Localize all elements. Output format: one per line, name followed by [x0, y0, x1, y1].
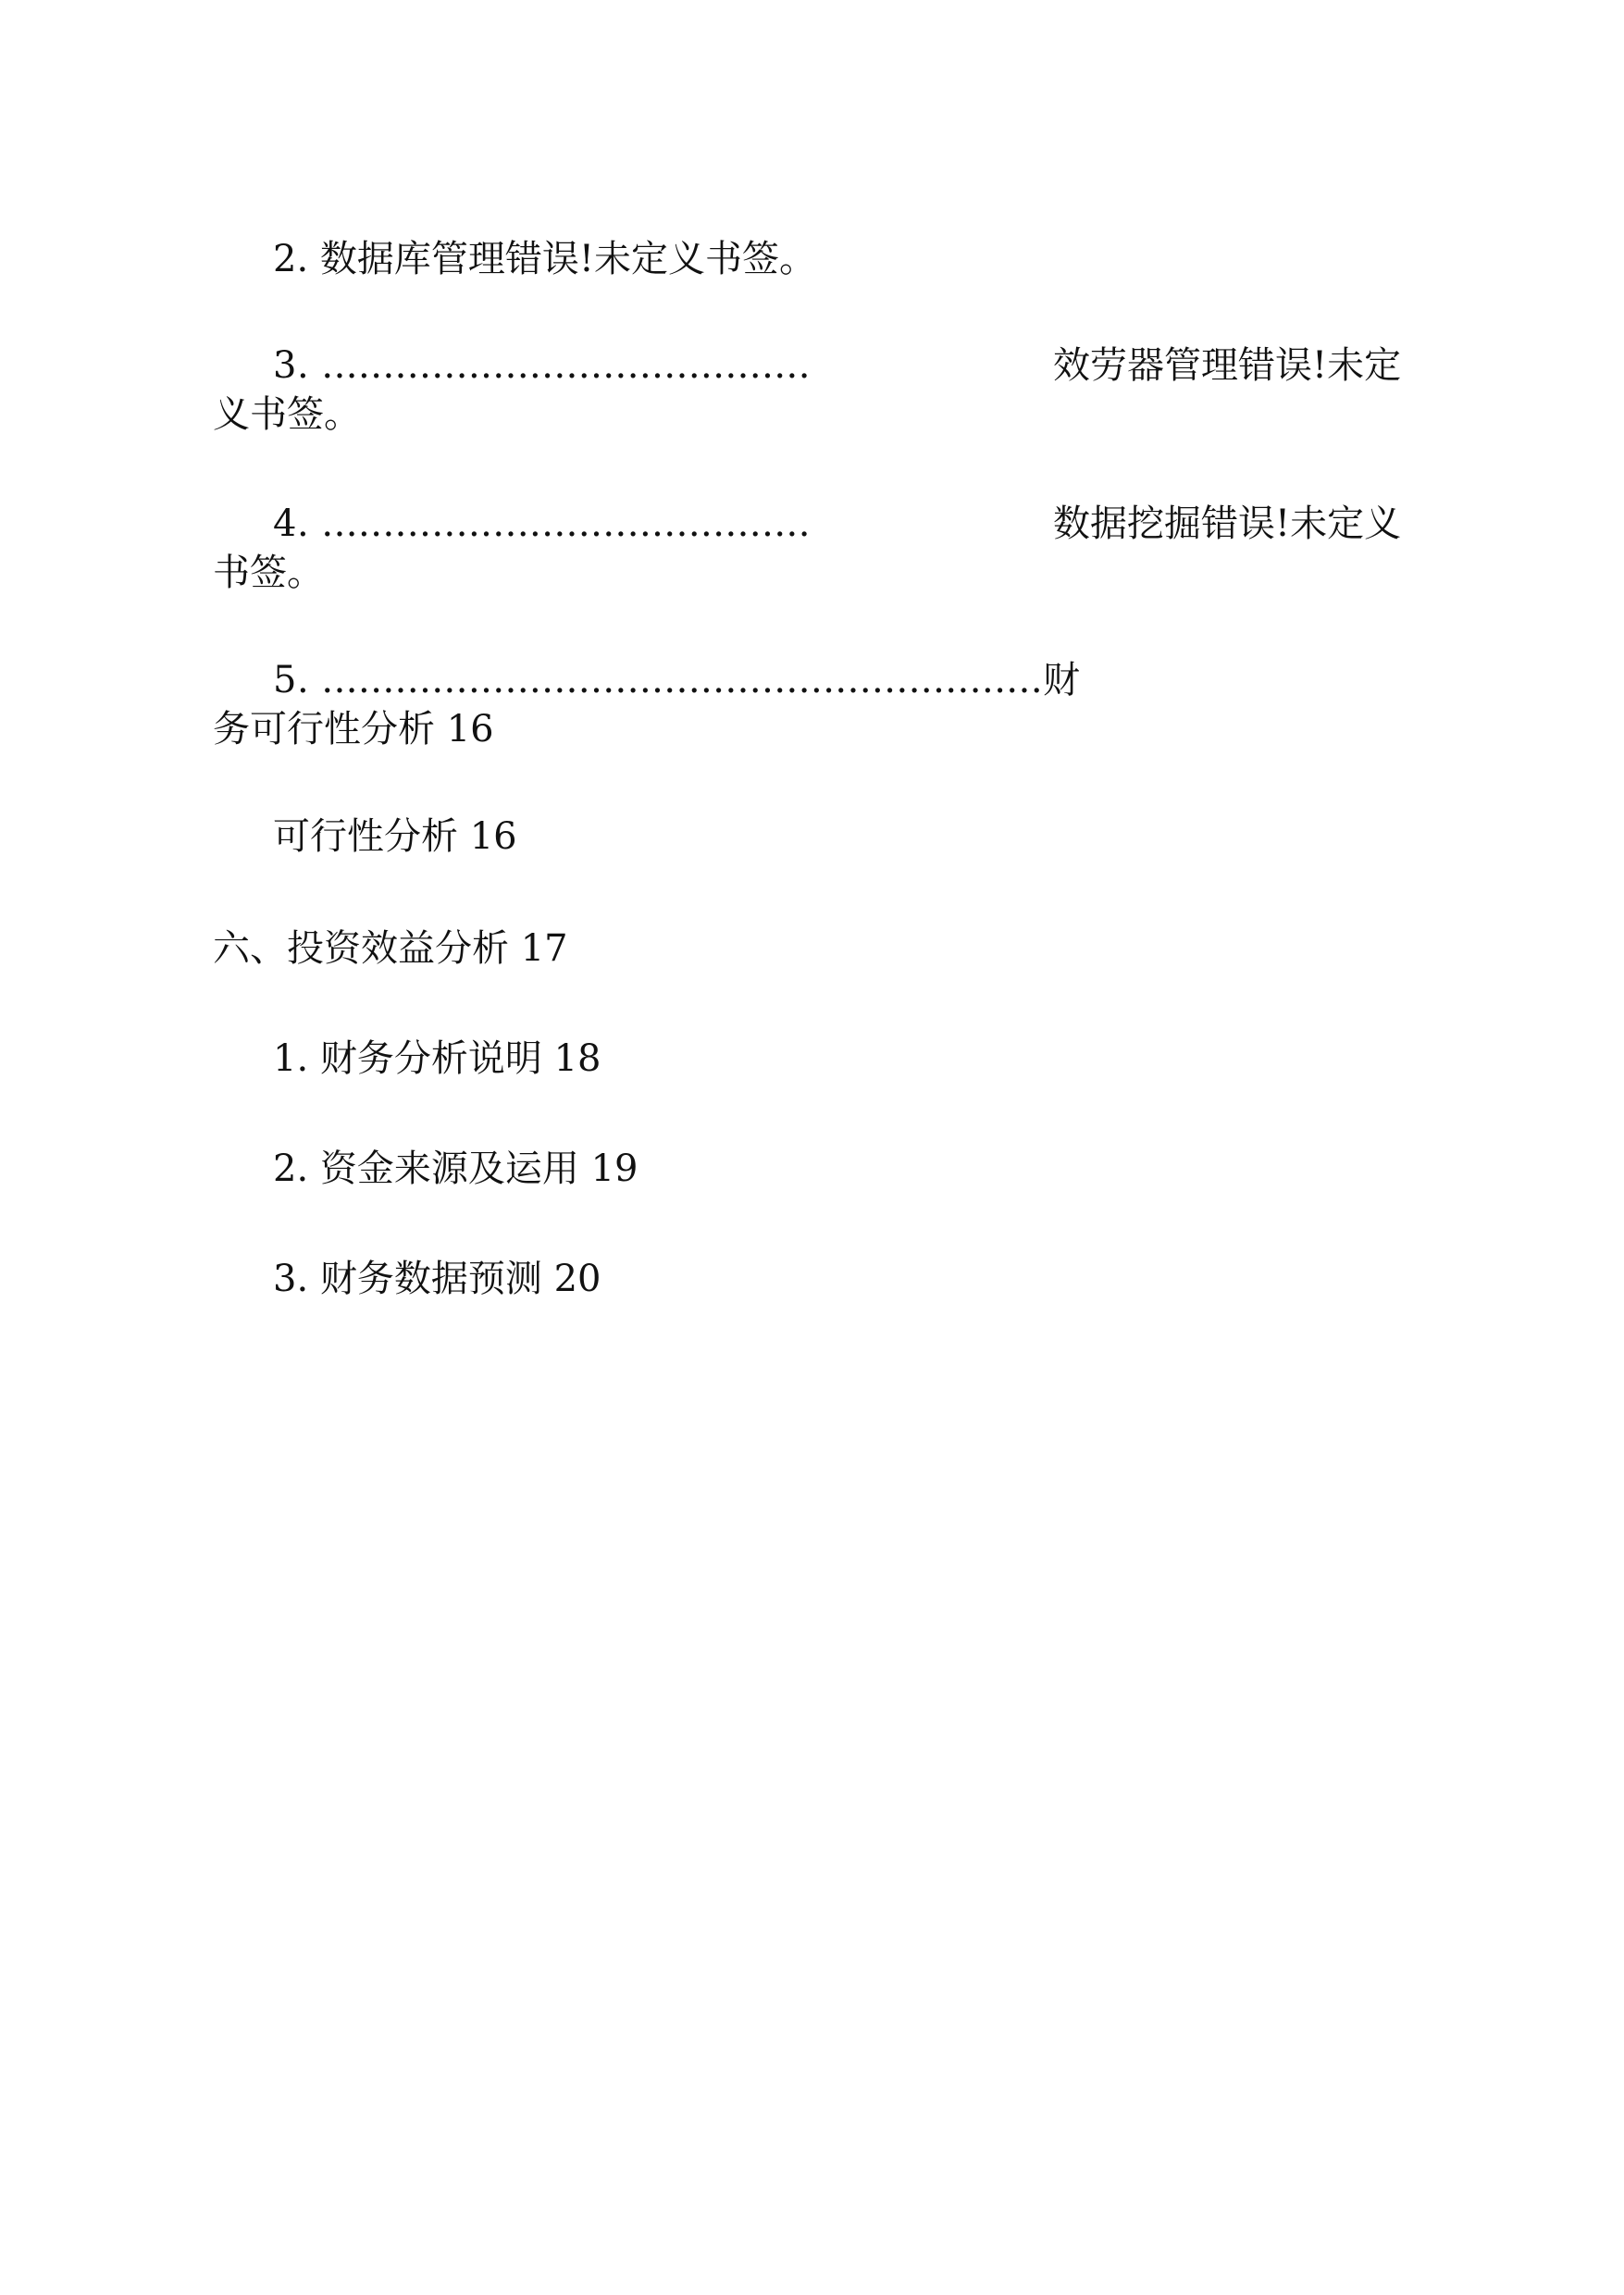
toc-entry-4-leader: 4. ........................................: [273, 502, 811, 545]
toc-entry-5-leader: 5. ...........................................................财: [273, 659, 1081, 701]
toc-entry-4-title: 数据挖掘错误!未定义: [1053, 502, 1402, 545]
toc-entry-4-continuation: 书签。: [213, 552, 324, 594]
toc-subentry-2: 2. 资金来源及运用 19: [273, 1148, 638, 1190]
toc-subentry-3: 3. 财务数据预测 20: [273, 1258, 601, 1300]
toc-subentry-1: 1. 财务分析说明 18: [273, 1037, 601, 1080]
toc-entry-3-title: 效劳器管理错误!未定: [1053, 344, 1402, 387]
toc-entry-feasibility: 可行性分析 16: [273, 815, 517, 858]
toc-entry-3-continuation: 义书签。: [213, 393, 361, 436]
toc-entry-5-continuation: 务可行性分析 16: [213, 708, 494, 751]
toc-entry-2: 2. 数据库管理错误!未定义书签。: [273, 238, 816, 280]
toc-entry-3-leader: 3. ........................................: [273, 344, 811, 387]
toc-section-6: 六、投资效益分析 17: [213, 927, 568, 970]
